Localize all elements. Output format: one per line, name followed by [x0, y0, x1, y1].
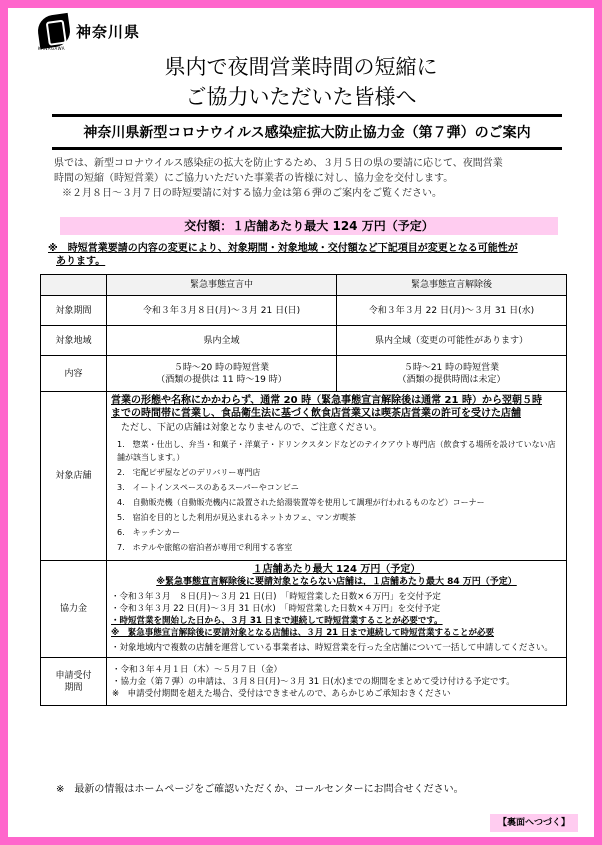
notice-line-1: ※ 時短営業要請の内容の変更により、対象期間・対象地域・交付額など下記項目が変更となる可能性が — [48, 243, 518, 254]
coop-content — [107, 561, 567, 658]
header-emergency: 緊急事態宣言中 — [107, 275, 337, 296]
notice-line-2: あります。 — [56, 256, 106, 267]
area-row — [41, 326, 567, 356]
table-header-row — [41, 275, 567, 296]
stores-main-line-1: 営業の形態や名称にかかわらず、通常 20 時（緊急事態宣言解除後は通常 21 時）から翌朝５時 — [111, 395, 542, 406]
change-notice — [48, 242, 568, 268]
logo-sub: KANAGAWA — [38, 46, 66, 51]
period-row — [41, 296, 567, 326]
coop-line-3: ・時短営業を開始した日から、３月 31 日まで連続して時短営業することが必要です。 — [111, 616, 443, 626]
info-table — [40, 274, 567, 706]
application-line-2: ・協力金（第７弾）の申請は、３月８日(月)～３月 31 日(水)までの期間をまとめて受け付ける予定です。 — [112, 676, 515, 687]
application-line-3: ※ 申請受付期間を超えた場合、受付はできませんので、あらかじめご承知おきください — [112, 688, 451, 699]
stores-label: 対象店舗 — [41, 392, 107, 561]
content-after-hours: ５時～21 時の時短営業 — [403, 362, 500, 373]
list-item: 1. 惣菜・仕出し、弁当・和菓子・洋菓子・ドリンクスタンドなどのテイクアウト専門店（飲食する場所を設けていない店舗が該当します。） — [117, 440, 556, 462]
coop-line-2: ・令和３年３月 22 日(月)～３月 31 日(水) 「時短営業した日数×４万円」を交付予定 — [111, 604, 441, 614]
area-after: 県内全域（変更の可能性があります） — [337, 326, 567, 356]
title-line-2: ご協力いただいた皆様へ — [185, 85, 417, 109]
page-title — [78, 52, 524, 112]
list-item: 2. 宅配ピザ屋などのデリバリー専門店 — [117, 468, 261, 477]
content-row — [41, 356, 567, 392]
prefecture-logo — [38, 14, 141, 51]
period-emergency: 令和３年３月８日(月)～３月 21 日(日) — [107, 296, 337, 326]
excluded-stores-list — [107, 438, 566, 554]
coop-sub: ※緊急事態宣言解除後に要請対象とならない店舗は，１店舗あたり最大 84 万円（予定） — [156, 577, 517, 587]
list-item: 4. 自動販売機（自動販売機内に設置された給湯装置等を使用して調理が行われるものなど）コーナー — [117, 498, 485, 507]
content-after-alcohol: （酒類の提供時間は未定） — [397, 374, 506, 385]
stores-row — [41, 392, 567, 561]
title-line-1: 県内で夜間営業時間の短縮に — [164, 55, 438, 79]
application-row — [41, 658, 567, 706]
header-after: 緊急事態宣言解除後 — [337, 275, 567, 296]
application-label-2: 期間 — [64, 682, 83, 693]
content-label: 内容 — [41, 356, 107, 392]
stores-except: ただし、下記の店舗は対象となりませんので、ご注意ください。 — [121, 423, 382, 433]
content-emergency — [107, 356, 337, 392]
coop-title: １店舗あたり最大 124 万円（予定） — [252, 564, 421, 575]
content-emergency-hours: ５時～20 時の時短営業 — [173, 362, 270, 373]
area-label: 対象地域 — [41, 326, 107, 356]
stores-content — [107, 392, 567, 561]
list-item: 7. ホテルや旅館の宿泊者が専用で利用する客室 — [117, 543, 293, 552]
list-item: 3. イートインスペースのあるスーパーやコンビニ — [117, 483, 299, 492]
application-label-1: 申請受付 — [55, 670, 92, 681]
period-after: 令和３年３月 22 日(月)～３月 31 日(水) — [337, 296, 567, 326]
content-emergency-alcohol: （酒類の提供は 11 時～19 時） — [156, 374, 287, 385]
footer-note: ※ 最新の情報はホームページをご確認いただくか、コールセンターにお問合せください。 — [56, 784, 464, 795]
intro-line-2: 時間の短縮（時短営業）にご協力いただいた事業者の皆様に対し、協力金を交付します。 — [54, 173, 454, 184]
kanagawa-emblem-icon — [36, 13, 72, 49]
logo-name: 神奈川県 — [76, 22, 141, 41]
subtitle-bar: 神奈川県新型コロナウイルス感染症拡大防止協力金（第７弾）のご案内 — [52, 114, 562, 150]
flyer-page — [8, 8, 594, 837]
coop-row — [41, 561, 567, 658]
application-line-1: ・令和３年４月１日（木）～５月７日（金） — [112, 664, 283, 675]
area-emergency: 県内全域 — [107, 326, 337, 356]
coop-line-4: ※ 緊急事態宣言解除後に要請対象となる店舗は、３月 21 日まで連続して時短営業することが必要 — [111, 628, 495, 638]
next-page-button[interactable]: 【裏面へつづく】 — [490, 814, 578, 832]
coop-line-1: ・令和３年３月 ８日(月)～３月 21 日(日) 「時短営業した日数×６万円」を交付予定 — [111, 592, 441, 602]
header-empty — [41, 275, 107, 296]
amount-banner: 交付額：１店舗あたり最大 124 万円（予定） — [60, 217, 558, 235]
content-after — [337, 356, 567, 392]
application-label — [41, 658, 107, 706]
period-label: 対象期間 — [41, 296, 107, 326]
coop-line-5: ・対象地域内で複数の店舗を運営している事業者は、時短営業を行った全店舗について一括して申請してください。 — [111, 643, 553, 653]
intro-text — [54, 156, 564, 201]
list-item: 5. 宿泊を目的とした利用が見込まれるネットカフェ、マンガ喫茶 — [117, 513, 356, 522]
application-content — [107, 658, 567, 706]
coop-label: 協力金 — [41, 561, 107, 658]
stores-main-line-2: までの時間帯に営業し、食品衛生法に基づく飲食店営業又は喫茶店営業の許可を受けた店舗 — [111, 408, 521, 419]
intro-line-3: ※２月８日～３月７日の時短要請に対する協力金は第６弾のご案内をご覧ください。 — [62, 188, 442, 199]
intro-line-1: 県では、新型コロナウイルス感染症の拡大を防止するため、３月５日の県の要請に応じて、夜間営業 — [54, 158, 503, 169]
list-item: 6. キッチンカー — [117, 528, 181, 537]
